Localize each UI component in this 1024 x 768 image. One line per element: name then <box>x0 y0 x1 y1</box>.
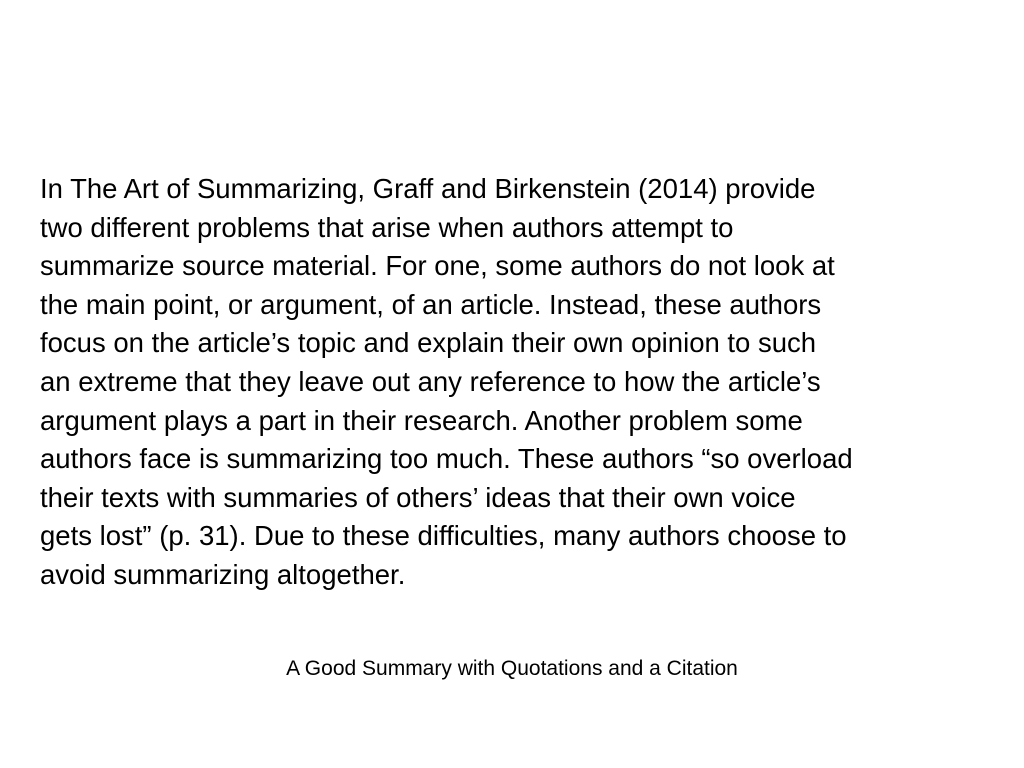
summary-paragraph <box>40 170 853 595</box>
summary-line: the main point, or argument, of an article. Instead, these authors <box>40 288 822 320</box>
summary-line: an extreme that they leave out any reference to how the article’s <box>40 365 821 397</box>
summary-line: summarize source material. For one, some authors do not look at <box>40 250 835 282</box>
summary-line: authors face is summarizing too much. These authors “so overload <box>40 443 853 475</box>
summary-line: In The Art of Summarizing, Graff and Birkenstein (2014) provide <box>40 173 816 204</box>
summary-line: focus on the article’s topic and explain their own opinion to such <box>40 327 817 359</box>
summary-line: two different problems that arise when authors attempt to <box>40 211 734 243</box>
summary-line: argument plays a part in their research. Another problem some <box>40 404 803 436</box>
summary-line: gets lost” (p. 31). Due to these difficulties, many authors choose to <box>40 520 847 552</box>
summary-line: their texts with summaries of others’ ideas that their own voice <box>40 481 796 513</box>
summary-line: avoid summarizing altogether. <box>40 558 406 590</box>
slide-caption: A Good Summary with Quotations and a Citation <box>286 657 738 680</box>
